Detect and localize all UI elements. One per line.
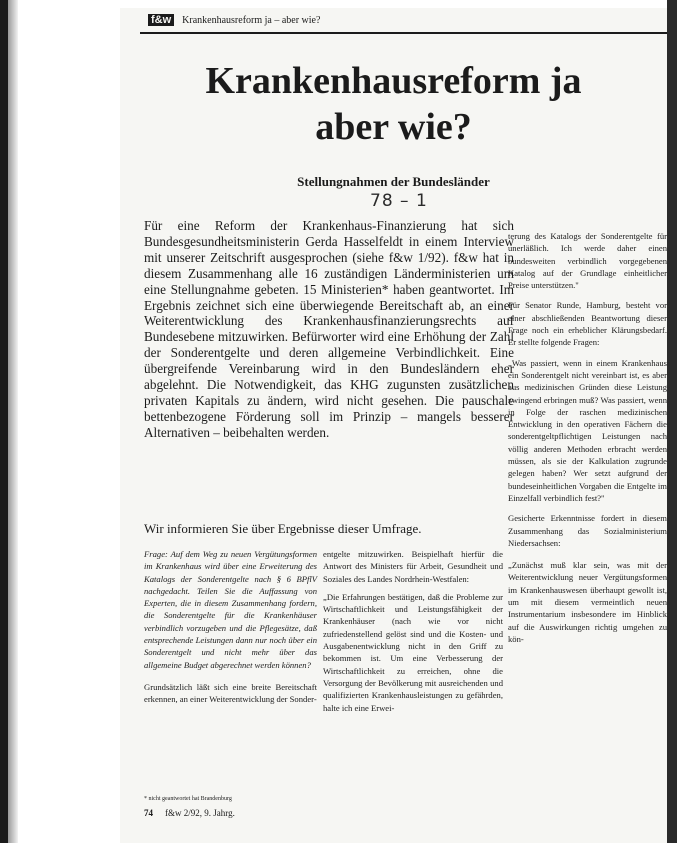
page-footer bbox=[144, 808, 235, 818]
nrw-quote: „Die Erfahrungen bestätigen, daß die Probleme zur Wirtschaftlichkeit und Leistungsfähigkeit der Krankenhäuser (nach wie vor nicht zufriedenstellend gelöst sind und die Kosten- und Ausgabenentwicklung nicht in den Griff zu bekommen ist. Um eine Verbesserung der Wirtschaftlichkeit zu erreichen, ohne die Versorgung der Bevölkerung mit ausreichenden und qualifizierten Krankenhausleistungen zu gefährden, halte ich eine Erwei- bbox=[323, 591, 503, 713]
magazine-page bbox=[120, 8, 667, 843]
footnote: * nicht geantwortet hat Brandenburg bbox=[144, 796, 232, 802]
article-title bbox=[120, 58, 667, 150]
lead-text: Für eine Reform der Krankenhaus-Finanzierung hat sich Bundesgesundheitsministerin Gerda Hasselfeldt in einem Interview mit unserer Zeitschrift ausgesprochen (siehe f&w 1/92). f&w hat in diesem Zusammenhang alle 16 zuständigen Länderministerien um eine Stellungnahme gebeten. 15 Ministerien* haben geantwortet. Im Ergebnis zeichnet sich eine überwiegende Bereitschaft ab, an einer Weiterentwicklung des Krankenhausfinanzierungsrechts auf Bundesebene mitzuwirken. Befürworter wird eine Erhöhung der Zahl der Sonderentgelte und deren allgemeine Verbindlichkeit. Eine übergreifende Vereinbarung wird in den Bundesländern eher abgelehnt. Die Notwendigkeit, das KHG zugunsten zusätzlichen privaten Kapitals zu ändern, wird nicht gesehen. Die pauschale bettenbezogene Förderung soll im Prinzip – mangels besserer Alternativen – beibehalten werden. bbox=[144, 218, 514, 440]
niedersachsen-quote: „Zunächst muß klar sein, was mit der Weiterentwicklung neuer Vergütungsformen im Krankenhauswesen überhaupt gewollt ist, um mit diesem vermeintlich neuen Instrumentarium insbesondere im Hinblick auf die Auswirkungen richtig umgehen zu kön- bbox=[508, 560, 667, 644]
article-subtitle: Stellungnahmen der Bundesländer bbox=[297, 174, 490, 189]
running-title: Krankenhausreform ja – aber wie? bbox=[182, 14, 321, 26]
handwritten-note: 78 – 1 bbox=[370, 191, 428, 211]
question-text: Frage: Auf dem Weg zu neuen Vergütungsformen im Krankenhaus wird über eine Erweiterung des Katalogs der Sonderentgelte nach § 6 BPflV nachgedacht. Teilen Sie die Auffassung von Experten, die in diesem Zusammenhang fordern, die Sonderentgelte für die Krankenhäuser verbindlich vorzugeben und die Pflegesätze, daß entsprechende Leistungen dann nur noch über ein Sonderentgelt und nicht mehr über das allgemeine Budget abgerechnet werden können? bbox=[144, 549, 317, 670]
middle-text: entgelte mitzuwirken. Beispielhaft hierfür die Antwort des Ministers für Arbeit, Gesundheit und Soziales des Landes Nordrhein-Westfalen: bbox=[323, 549, 503, 584]
inform-line: Wir informieren Sie über Ergebnisse dieser Umfrage. bbox=[144, 521, 422, 536]
magazine-logo: f&w bbox=[148, 14, 174, 26]
column-middle bbox=[323, 548, 503, 714]
issue-info: f&w 2/92, 9. Jahrg. bbox=[165, 808, 235, 818]
title-line-2: aber wie? bbox=[315, 106, 472, 148]
lead-paragraph bbox=[144, 218, 514, 441]
page-number: 74 bbox=[144, 808, 153, 818]
title-line-1: Krankenhausreform ja bbox=[205, 60, 582, 102]
scan-binding-shadow bbox=[8, 0, 18, 843]
right-text-1: terung des Katalogs der Sonderentgelte für unerläßlich. Ich werde daher einen bundesweiten verbindlich vorgegebenen Katalog auf der Grundlage einheitlicher Preise unterstützen." bbox=[508, 231, 667, 291]
header-rule bbox=[140, 32, 667, 34]
right-text-2: Für Senator Runde, Hamburg, besteht vor einer abschließenden Beantwortung dieser Frage noch ein erheblicher Klärungsbedarf. Er stellte folgende Fragen: bbox=[508, 300, 667, 348]
column-right bbox=[508, 230, 667, 653]
scan-edge-left bbox=[0, 0, 8, 843]
hamburg-questions: „Was passiert, wenn in einem Krankenhaus ein Sonderentgelt nicht vereinbart ist, es aber aus medizinischen Gründen diese Leistung zwingend erbringen muß? Was passiert, wenn in Folge der raschen medizinischen Entwicklung in den operativen Fächern die sonderentgeltpflichtigen Leistungen nach völlig anderen Methoden erbracht werden müssen, als sie der Kalkulation zugrunde gelegen haben? Wer setzt aufgrund der bundeseinheitlichen Vorgaben die Entgelte im Einzelfall verbindlich fest?" bbox=[508, 357, 667, 503]
answer-intro: Grundsätzlich läßt sich eine breite Bereitschaft erkennen, an einer Weiterentwicklung der Sonder- bbox=[144, 681, 317, 705]
running-header bbox=[148, 14, 320, 26]
right-text-3: Gesicherte Erkenntnisse fordert in diesem Zusammenhang das Sozialministerium Niedersachsen: bbox=[508, 513, 667, 548]
column-left bbox=[144, 548, 317, 706]
scan-edge-right bbox=[667, 0, 677, 843]
